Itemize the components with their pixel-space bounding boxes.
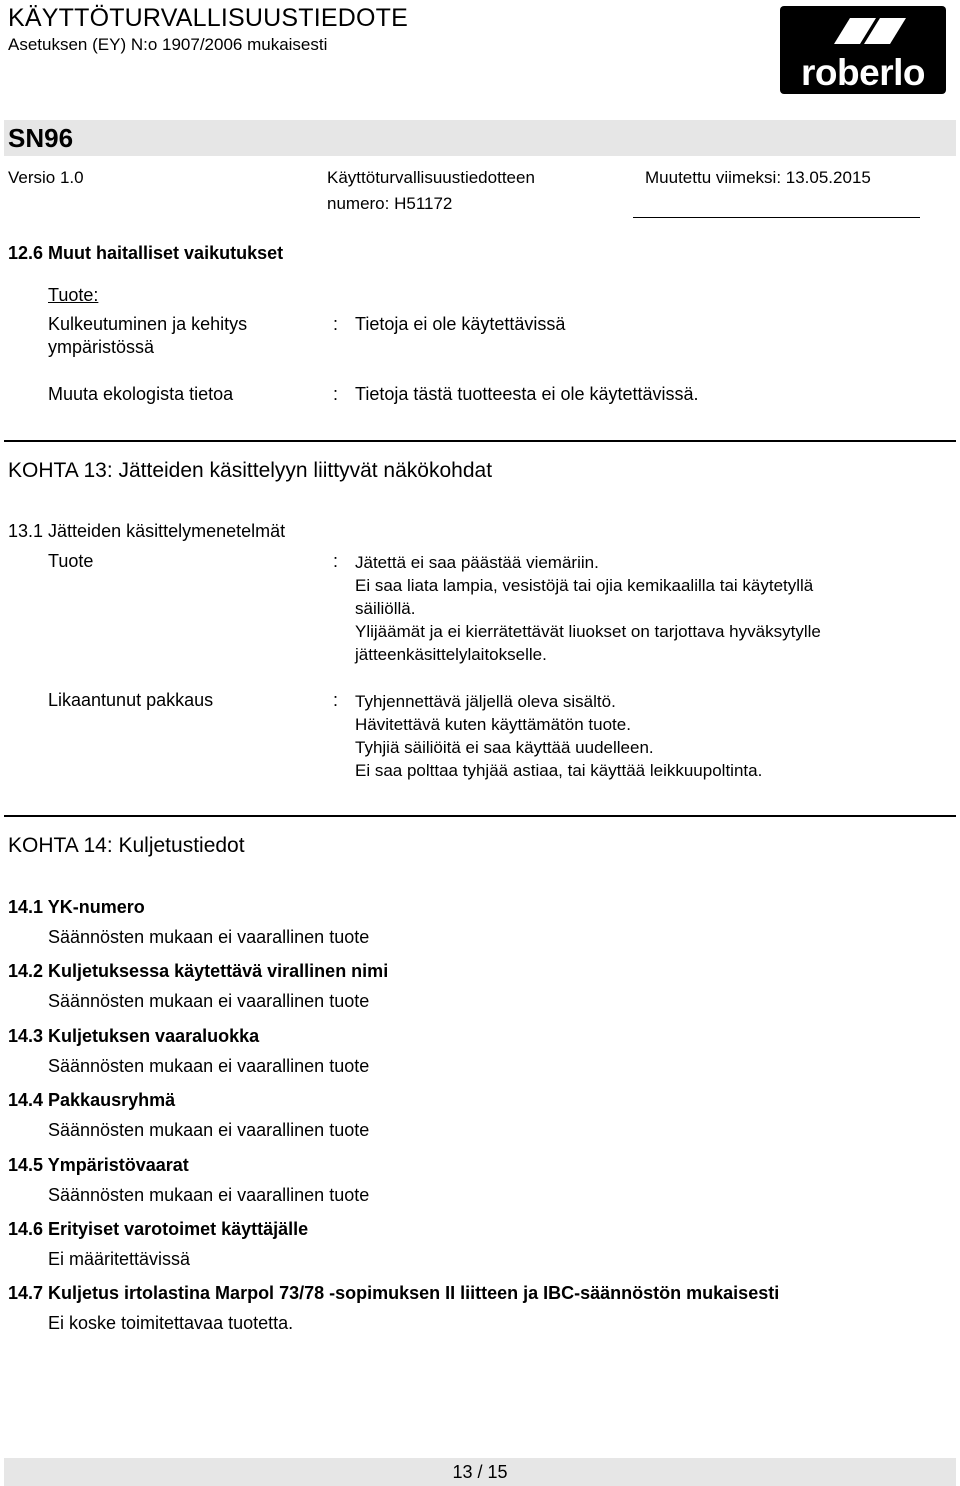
mobility-value: Tietoja ei ole käytettävissä <box>355 314 566 334</box>
colon: : <box>333 384 339 404</box>
waste-product-text <box>355 551 935 666</box>
colon: : <box>333 551 339 571</box>
sds-number-line2: numero: H51172 <box>327 194 453 213</box>
document-title: KÄYTTÖTURVALLISUUSTIEDOTE <box>8 4 408 32</box>
item-14-7-value: Ei koske toimitettavaa tuotetta. <box>48 1313 294 1333</box>
text-line: Hävitettävä kuten käyttämätön tuote. <box>355 715 631 734</box>
item-14-6-value: Ei määritettävissä <box>48 1249 191 1269</box>
waste-product-label: Tuote <box>48 551 94 571</box>
item-14-5-title: 14.5 Ympäristövaarat <box>8 1155 189 1175</box>
last-modified: Muutettu viimeksi: 13.05.2015 <box>645 168 871 187</box>
item-14-7-title: 14.7 Kuljetus irtolastina Marpol 73/78 -sopimuksen II liitteen ja IBC-säännöstön mukaisesti <box>8 1283 780 1303</box>
item-14-3-value: Säännösten mukaan ei vaarallinen tuote <box>48 1056 370 1076</box>
item-14-4-value: Säännösten mukaan ei vaarallinen tuote <box>48 1120 370 1140</box>
product-name: SN96 <box>8 123 74 153</box>
item-14-4-title: 14.4 Pakkausryhmä <box>8 1090 176 1110</box>
section-13-rule <box>4 440 956 442</box>
item-14-1-title: 14.1 YK-numero <box>8 897 145 917</box>
item-14-1-value: Säännösten mukaan ei vaarallinen tuote <box>48 927 370 947</box>
section-12-6-heading: 12.6 Muut haitalliset vaikutukset <box>8 243 284 263</box>
item-14-6-title: 14.6 Erityiset varotoimet käyttäjälle <box>8 1219 309 1239</box>
product-label: Tuote: <box>48 285 99 305</box>
text-line: Ylijäämät ja ei kierrätettävät liuokset on tarjottava hyväksytylle <box>355 622 821 641</box>
other-eco-value: Tietoja tästä tuotteesta ei ole käytettävissä. <box>355 384 699 404</box>
text-line: Tyhjiä säiliöitä ei saa käyttää uudelleen. <box>355 738 654 757</box>
other-eco-label: Muuta ekologista tietoa <box>48 384 234 404</box>
item-14-5-value: Säännösten mukaan ei vaarallinen tuote <box>48 1185 370 1205</box>
regulation-subtitle: Asetuksen (EY) N:o 1907/2006 mukaisesti <box>8 35 328 54</box>
packaging-text <box>355 690 935 782</box>
text-line: Tyhjennettävä jäljellä oleva sisältö. <box>355 692 616 711</box>
text-line: jätteenkäsittelylaitokselle. <box>355 645 547 664</box>
mobility-label-line1: Kulkeutuminen ja kehitys <box>48 314 248 334</box>
brand-name: roberlo <box>801 52 925 93</box>
colon: : <box>333 314 339 334</box>
text-line: Ei saa polttaa tyhjää astiaa, tai käyttää leikkuupoltinta. <box>355 761 763 780</box>
header-rule <box>633 217 920 218</box>
mobility-label-line2: ympäristössä <box>48 337 155 357</box>
section-14-rule <box>4 815 956 817</box>
text-line: säiliöllä. <box>355 599 416 618</box>
page-number: 13 / 15 <box>452 1462 508 1482</box>
section-13-1-heading: 13.1 Jätteiden käsittelymenetelmät <box>8 521 286 541</box>
colon: : <box>333 690 339 710</box>
item-14-2-value: Säännösten mukaan ei vaarallinen tuote <box>48 991 370 1011</box>
section-13-heading: KOHTA 13: Jätteiden käsittelyyn liittyvät näkökohdat <box>8 459 493 482</box>
text-line: Jätettä ei saa päästää viemäriin. <box>355 553 599 572</box>
item-14-3-title: 14.3 Kuljetuksen vaaraluokka <box>8 1026 260 1046</box>
item-14-2-title: 14.2 Kuljetuksessa käytettävä virallinen nimi <box>8 961 389 981</box>
product-band <box>4 120 956 156</box>
section-14-heading: KOHTA 14: Kuljetustiedot <box>8 834 245 857</box>
sds-number-line1: Käyttöturvallisuustiedotteen <box>327 168 535 187</box>
brand-logo <box>780 6 946 94</box>
packaging-label: Likaantunut pakkaus <box>48 690 214 710</box>
version-label: Versio 1.0 <box>8 168 84 187</box>
text-line: Ei saa liata lampia, vesistöjä tai ojia kemikaalilla tai käytetyllä <box>355 576 814 595</box>
